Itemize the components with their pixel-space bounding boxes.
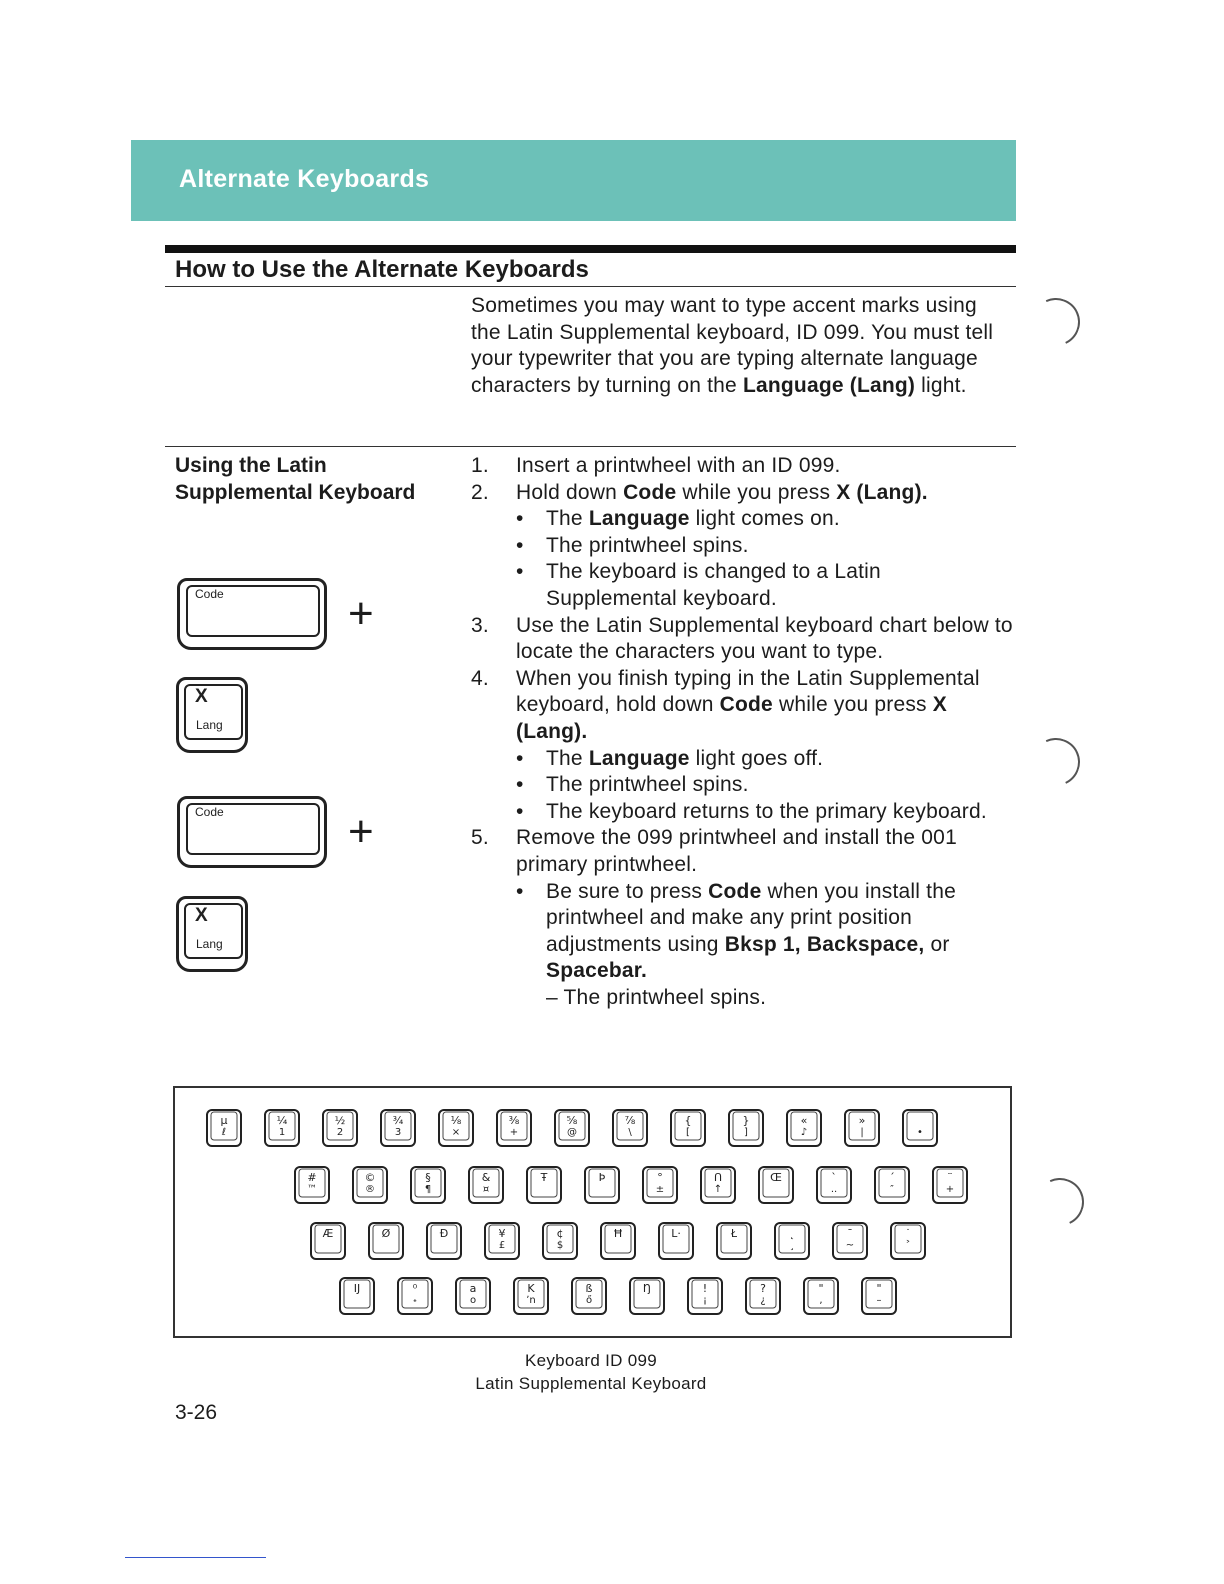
step-text: Use the Latin Supplemental keyboard chart below to locate the characters you want to type.: [516, 613, 1013, 664]
bullet-item: • The printwheel spins.: [516, 533, 749, 557]
key-upper-char: ⅞: [624, 1114, 636, 1127]
bullet-item: • The printwheel spins.: [516, 773, 749, 797]
intro-text: Sometimes you may want to type accent marks using the Latin Supplemental keyboard, ID 099. You must tell your typewriter that you are typing alternate language characters by turning on the: [471, 294, 994, 397]
caption-line-2: Latin Supplemental Keyboard: [475, 1374, 707, 1393]
figure-caption: [391, 1349, 791, 1395]
key-lower-char: \: [628, 1127, 632, 1138]
key-lower-char: ..: [830, 1184, 838, 1195]
step-number: 5.: [471, 826, 489, 850]
key-upper-char: Ո: [713, 1171, 723, 1184]
keyboard-key: [613, 1110, 647, 1146]
key-upper-char: ⁰: [412, 1282, 418, 1295]
key-upper-char: Ŋ: [642, 1282, 652, 1295]
key-upper-char: °: [657, 1171, 663, 1184]
key-upper-char: ⅜: [508, 1114, 520, 1127]
key-lower-char: ˃: [905, 1240, 911, 1251]
plus-sign: +: [348, 807, 374, 856]
key-upper-char: ˙: [905, 1227, 911, 1240]
keyboard-key: [497, 1110, 531, 1146]
punch-hole-mark: [1029, 1171, 1091, 1233]
keyboard-key: [804, 1278, 838, 1314]
key-lower-char: |: [860, 1127, 864, 1138]
keyboard-key: [875, 1167, 909, 1203]
key-lower-char: ¶: [424, 1184, 432, 1195]
keyboard-key: [311, 1223, 345, 1259]
key-upper-char: Ł: [730, 1227, 738, 1240]
step-item: [471, 613, 1016, 666]
key-upper-char: «: [800, 1114, 808, 1127]
key-lower-char: ˖: [413, 1295, 417, 1306]
step-item: [471, 666, 1016, 826]
keyboard-key: [514, 1278, 548, 1314]
step-item: [471, 825, 1016, 1011]
key-upper-char: IJ: [353, 1282, 361, 1295]
keyboard-key: [933, 1167, 967, 1203]
key-lower-char: ő: [585, 1295, 593, 1306]
section-title: How to Use the Alternate Keyboards: [175, 256, 589, 283]
key-lower-char: @: [567, 1127, 577, 1138]
key-lower-char: ~: [845, 1240, 855, 1251]
key-upper-char: a: [469, 1282, 477, 1295]
key-upper-char: }: [742, 1114, 750, 1127]
keyboard-key: [439, 1110, 473, 1146]
lang-key-label: Lang: [196, 718, 223, 732]
keyboard-key: [207, 1110, 241, 1146]
code-key-icon: [177, 578, 327, 650]
punch-hole-mark: [1025, 291, 1087, 353]
bullet-item: • The keyboard returns to the primary keyboard.: [516, 799, 987, 823]
keyboard-key: [643, 1167, 677, 1203]
key-upper-char: Þ: [598, 1171, 606, 1184]
code-key-label: Code: [195, 587, 224, 601]
key-lower-char: ¸: [789, 1240, 795, 1251]
keyboard-key: [659, 1223, 693, 1259]
keyboard-key: [555, 1110, 589, 1146]
key-upper-char: ¢: [556, 1227, 564, 1240]
keyboard-key: [369, 1223, 403, 1259]
step-text: Hold down Code while you press X (Lang).: [516, 480, 928, 504]
key-lower-char: –: [876, 1295, 882, 1306]
step-text: When you finish typing in the Latin Supplemental keyboard, hold down Code while you press X (Lang).: [516, 666, 980, 743]
key-upper-char: Đ: [439, 1227, 449, 1240]
key-lower-char: ¿: [760, 1295, 766, 1306]
footer-line: [125, 1557, 266, 1558]
key-lower-char: ℓ: [221, 1127, 227, 1138]
step-item: [471, 453, 1016, 480]
key-lower-char: 2: [336, 1127, 344, 1138]
chapter-banner: [131, 140, 1016, 221]
key-upper-char: K: [527, 1282, 535, 1295]
caption-line-1: Keyboard ID 099: [524, 1351, 658, 1370]
step-text: Remove the 099 printwheel and install the 001 primary printwheel.: [516, 826, 957, 876]
key-upper-char: {: [684, 1114, 692, 1127]
key-lower-char: £: [498, 1240, 506, 1251]
keyboard-key: [527, 1167, 561, 1203]
key-lower-char: •: [917, 1127, 923, 1138]
key-lower-char: 1: [278, 1127, 286, 1138]
key-upper-char: #: [307, 1171, 317, 1184]
key-upper-char: ?: [760, 1282, 766, 1295]
key-upper-char: ß: [585, 1282, 593, 1295]
key-lower-char: ″: [890, 1184, 894, 1195]
intro-paragraph: [471, 293, 1011, 399]
key-lower-char: $: [556, 1240, 564, 1251]
keyboard-key: [427, 1223, 461, 1259]
keyboard-key: [845, 1110, 879, 1146]
keyboard-key: [265, 1110, 299, 1146]
key-lower-char: +: [509, 1127, 519, 1138]
keyboard-key: [295, 1167, 329, 1203]
key-upper-char: ©: [364, 1171, 376, 1184]
x-lang-key-icon: [176, 677, 248, 753]
intro-bold: Language (Lang): [742, 373, 916, 397]
key-upper-char: `: [831, 1171, 837, 1184]
keyboard-key: [759, 1167, 793, 1203]
key-lower-char: ʼn: [526, 1295, 536, 1306]
key-upper-char: ⅝: [566, 1114, 578, 1127]
key-lower-char: ¤: [482, 1184, 490, 1195]
step-number: 3.: [471, 613, 489, 637]
keyboard-key: [630, 1278, 664, 1314]
x-key-label: X: [195, 686, 208, 707]
key-lower-char: ±: [655, 1184, 665, 1195]
punch-hole-mark: [1025, 731, 1087, 793]
keyboard-key: [787, 1110, 821, 1146]
key-upper-char: ˛: [789, 1227, 795, 1240]
code-key-label: Code: [195, 805, 224, 819]
step-text: Insert a printwheel with an ID 099.: [516, 454, 841, 477]
key-upper-char: &: [481, 1171, 491, 1184]
keyboard-key: [862, 1278, 896, 1314]
key-upper-char: ´: [889, 1171, 895, 1184]
step-number: 1.: [471, 454, 489, 477]
key-lower-char: ↑: [713, 1184, 723, 1195]
key-lower-char: ®: [365, 1184, 375, 1195]
keyboard-key: [817, 1167, 851, 1203]
step-number: 4.: [471, 666, 489, 690]
keyboard-key: [729, 1110, 763, 1146]
key-lower-char: ™: [307, 1184, 317, 1195]
key-upper-char: Ŧ: [540, 1171, 548, 1184]
keyboard-key: [485, 1223, 519, 1259]
page-number: 3-26: [175, 1401, 218, 1424]
step-number: 2.: [471, 480, 489, 504]
keyboard-key: [469, 1167, 503, 1203]
key-upper-char: Œ: [770, 1171, 782, 1184]
bullet-item: • Be sure to press Code when you install the printwheel and make any print position adjustments using Bksp 1, Backspace, or Spacebar.: [516, 879, 956, 983]
keyboard-key: [746, 1278, 780, 1314]
keyboard-chart: [173, 1086, 1012, 1338]
keyboard-key: [688, 1278, 722, 1314]
key-lower-char: ¡: [702, 1295, 708, 1306]
key-upper-char: μ: [220, 1114, 228, 1127]
bullet-item: • The Language light comes on.: [516, 507, 840, 531]
section-rule: [165, 286, 1016, 287]
key-lower-char: ,: [819, 1295, 823, 1306]
key-upper-char: ¾: [392, 1114, 404, 1127]
keyboard-key: [456, 1278, 490, 1314]
x-key-label: X: [195, 905, 208, 926]
key-lower-char: ]: [744, 1127, 748, 1138]
keyboard-key: [411, 1167, 445, 1203]
bullet-item: • The Language light goes off.: [516, 746, 824, 770]
key-upper-char: Ħ: [612, 1227, 624, 1240]
keyboard-key: [398, 1278, 432, 1314]
key-upper-char: §: [425, 1171, 431, 1184]
x-lang-key-icon: [176, 896, 248, 972]
key-upper-char: !: [702, 1282, 708, 1295]
lang-key-label: Lang: [196, 937, 223, 951]
keyboard-chart-svg: [175, 1088, 1010, 1336]
key-lower-char: 3: [394, 1127, 402, 1138]
keyboard-key: [833, 1223, 867, 1259]
keyboard-key: [323, 1110, 357, 1146]
plus-sign: +: [348, 589, 374, 638]
key-upper-char: ": [876, 1282, 882, 1295]
key-upper-char: ¥: [498, 1227, 506, 1240]
keyboard-key: [381, 1110, 415, 1146]
key-upper-char: ¨: [947, 1171, 953, 1184]
code-key-icon: [177, 796, 327, 868]
key-lower-char: ♪: [800, 1127, 808, 1138]
key-upper-char: Æ: [322, 1227, 334, 1240]
keyboard-key: [353, 1167, 387, 1203]
step-item: [471, 480, 1016, 613]
key-upper-char: ": [818, 1282, 824, 1295]
key-lower-char: o: [469, 1295, 477, 1306]
keyboard-key: [572, 1278, 606, 1314]
keyboard-key: [671, 1110, 705, 1146]
key-upper-char: ¯: [847, 1227, 853, 1240]
key-upper-char: ⅛: [450, 1114, 462, 1127]
keyboard-key: [340, 1278, 374, 1314]
keyboard-key: [543, 1223, 577, 1259]
chapter-title: Alternate Keyboards: [179, 165, 430, 193]
key-lower-char: +: [945, 1184, 955, 1195]
section-rule-thick: [165, 245, 1016, 253]
key-upper-char: »: [858, 1114, 866, 1127]
keyboard-key: [903, 1110, 937, 1146]
sub-bullet-item: – The printwheel spins.: [546, 985, 767, 1009]
side-heading: Using the Latin Supplemental Keyboard: [175, 454, 416, 504]
keyboard-key: [775, 1223, 809, 1259]
bullet-item: • The keyboard is changed to a Latin Supplemental keyboard.: [516, 560, 881, 610]
key-upper-char: ½: [334, 1114, 346, 1127]
keyboard-key: [701, 1167, 735, 1203]
keyboard-key: [891, 1223, 925, 1259]
keyboard-key: [601, 1223, 635, 1259]
keyboard-key: [717, 1223, 751, 1259]
key-upper-char: ¼: [276, 1114, 288, 1127]
key-upper-char: L·: [671, 1227, 681, 1240]
step-list: [471, 453, 1016, 1011]
key-lower-char: [: [686, 1127, 690, 1138]
key-lower-char: ×: [451, 1127, 461, 1138]
intro-text-end: light.: [915, 373, 967, 397]
keyboard-key: [585, 1167, 619, 1203]
key-upper-char: Ø: [381, 1227, 391, 1240]
subsection-rule: [165, 446, 1016, 447]
